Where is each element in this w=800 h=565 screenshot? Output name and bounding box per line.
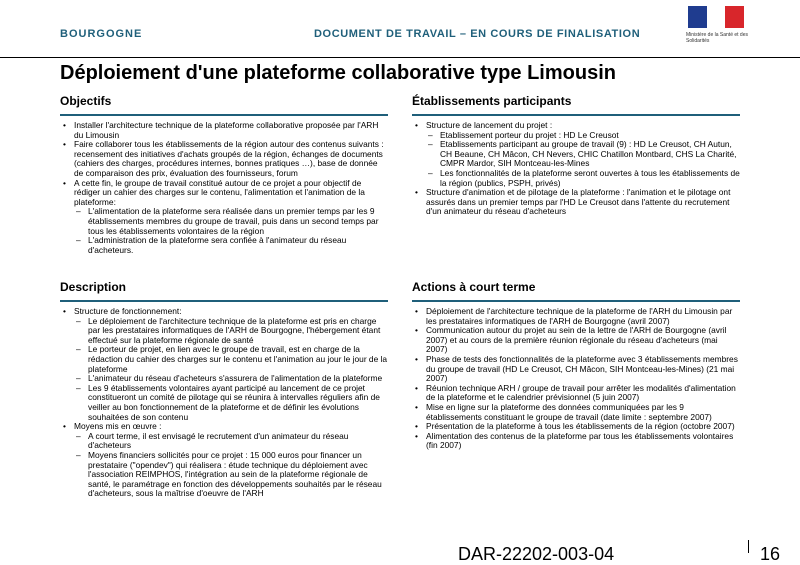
etablissements-list [412,121,740,217]
list-item: • Moyens mis en œuvre : [60,422,388,432]
page-number: 16 [760,544,781,564]
description-section [60,280,388,499]
list-item: • Phase de tests des fonctionnalités de la plateforme avec 3 établissements membres du groupe de travail (HD Le Creusot, CH Mâcon, SIH Montceau-les-Mines) (21 mai 2007) [412,355,740,384]
list-item: – Etablissement porteur du projet : HD Le Creusot [412,131,740,141]
list-item: • Structure de fonctionnement: [60,307,388,317]
objectifs-list [60,121,388,255]
list-item: – A court terme, il est envisagé le recrutement d'un animateur du réseau d'acheteurs [60,432,388,451]
footer-divider [748,540,749,553]
actions-section [412,280,740,451]
section-divider [60,114,388,116]
list-item: – L'animateur du réseau d'acheteurs s'assurera de l'alimentation de la plateforme [60,374,388,384]
description-list [60,307,388,499]
document-reference: DAR-22202-003-04 [458,544,615,564]
section-divider [412,300,740,302]
list-item: • Communication autour du projet au sein de la lettre de l'ARH de Bourgogne (avril 2007) et au cours de la première réunion régionale du réseau d'acheteurs (mai 2007) [412,326,740,355]
list-item: – L'alimentation de la plateforme sera réalisée dans un premier temps par les 9 établissements membres du groupe de travail, puis dans un second temps par tous les établissements volontaires de la région [60,207,388,236]
section-heading: Établissements participants [412,94,572,108]
etablissements-section [412,94,740,217]
section-heading: Actions à court terme [412,280,536,294]
list-item: – Les 9 établissements volontaires ayant participé au lancement de ce projet constitueront un comité de pilotage qui se réunira à intervalles réguliers afin de veiller au bon fonctionnement de la plateforme et de définir les évolutions souhaitées de son contenu [60,384,388,422]
list-item: • Réunion technique ARH / groupe de travail pour arrêter les modalités d'alimentation de la plateforme et le calendrier prévisionnel (5 juin 2007) [412,384,740,403]
logo-caption: Ministère de la Santé et des Solidarités [686,32,748,44]
list-item: • Structure de lancement du projet : [412,121,740,131]
section-divider [412,114,740,116]
list-item: – Le porteur de projet, en lien avec le groupe de travail, est en charge de la rédaction du cahier des charges sur le contenu et l'animation au jour le jour de la plateforme [60,345,388,374]
list-item: • Alimentation des contenus de la plateforme par tous les établissements volontaires (fin 2007) [412,432,740,451]
list-item: • Déploiement de l'architecture technique de la plateforme de l'ARH du Limousin par les prestataires informatiques de l'ARH de Bourgogne (avril 2007) [412,307,740,326]
list-item: • Mise en ligne sur la plateforme des données communiquées par les 9 établissements constituant le groupe de travail (date limite : septembre 2007) [412,403,740,422]
actions-list [412,307,740,451]
section-divider [60,300,388,302]
list-item: • Présentation de la plateforme à tous les établissements de la région (octobre 2007) [412,422,740,432]
ministry-logo [686,6,746,62]
objectifs-section [60,94,388,255]
list-item: • Structure d'animation et de pilotage de la plateforme : l'animation et le pilotage ont assurés dans un premier temps par l'HD Le Creusot dans l'attente du recrutement d'un animateur du réseau d'acheteurs [412,188,740,217]
document-status: DOCUMENT DE TRAVAIL – EN COURS DE FINALISATION [314,28,641,40]
list-item: – Moyens financiers sollicités pour ce projet : 15 000 euros pour financer un prestataire ("opendev") qui réalisera : étude technique du déploiement avec l'association REIMPHOS, l'intégration au sein de la plateforme régionale de santé, le paramétrage en fonction des développements souhaités par le réseau d'acheteurs, sous la maîtrise d'oeuvre de l'ARH [60,451,388,499]
header-divider [0,57,800,58]
list-item: • Installer l'architecture technique de la plateforme collaborative proposée par l'ARH du Limousin [60,121,388,140]
region-label: BOURGOGNE [60,28,143,40]
page-title: Déploiement d'une plateforme collaborative type Limousin [60,62,616,84]
list-item: – Etablissements participant au groupe de travail (9) : HD Le Creusot, CH Autun, CH Beaune, CH Mâcon, CH Nevers, CHIC Chatillon Montbard, CHS La Charité, CMPR Mardor, SIH Montceau-les-Mines [412,140,740,169]
section-heading: Objectifs [60,94,112,108]
list-item: • A cette fin, le groupe de travail constitué autour de ce projet a pour objectif de rédiger un cahier des charges sur le contenu, l'alimentation et l'animation de la plateforme: [60,179,388,208]
list-item: – Le déploiement de l'architecture technique de la plateforme est pris en charge par les prestataires informatiques de l'ARH de Bourgogne, l'hébergement étant effectué sur la plateforme régionale de santé [60,317,388,346]
list-item: • Faire collaborer tous les établissements de la région autour des contenus suivants : recensement des initiatives d'achats groupés de la région, échanges de documents (cahiers des charges, procédures internes, bonnes pratiques …), base de donnée de comparaison des prix, évaluation des fournisseurs, forum [60,140,388,178]
french-flag-icon [688,6,744,28]
section-heading: Description [60,280,127,294]
list-item: – L'administration de la plateforme sera confiée à l'animateur du réseau d'acheteurs. [60,236,388,255]
list-item: – Les fonctionnalités de la plateforme seront ouvertes à tous les établissements de la région (publics, PSPH, privés) [412,169,740,188]
